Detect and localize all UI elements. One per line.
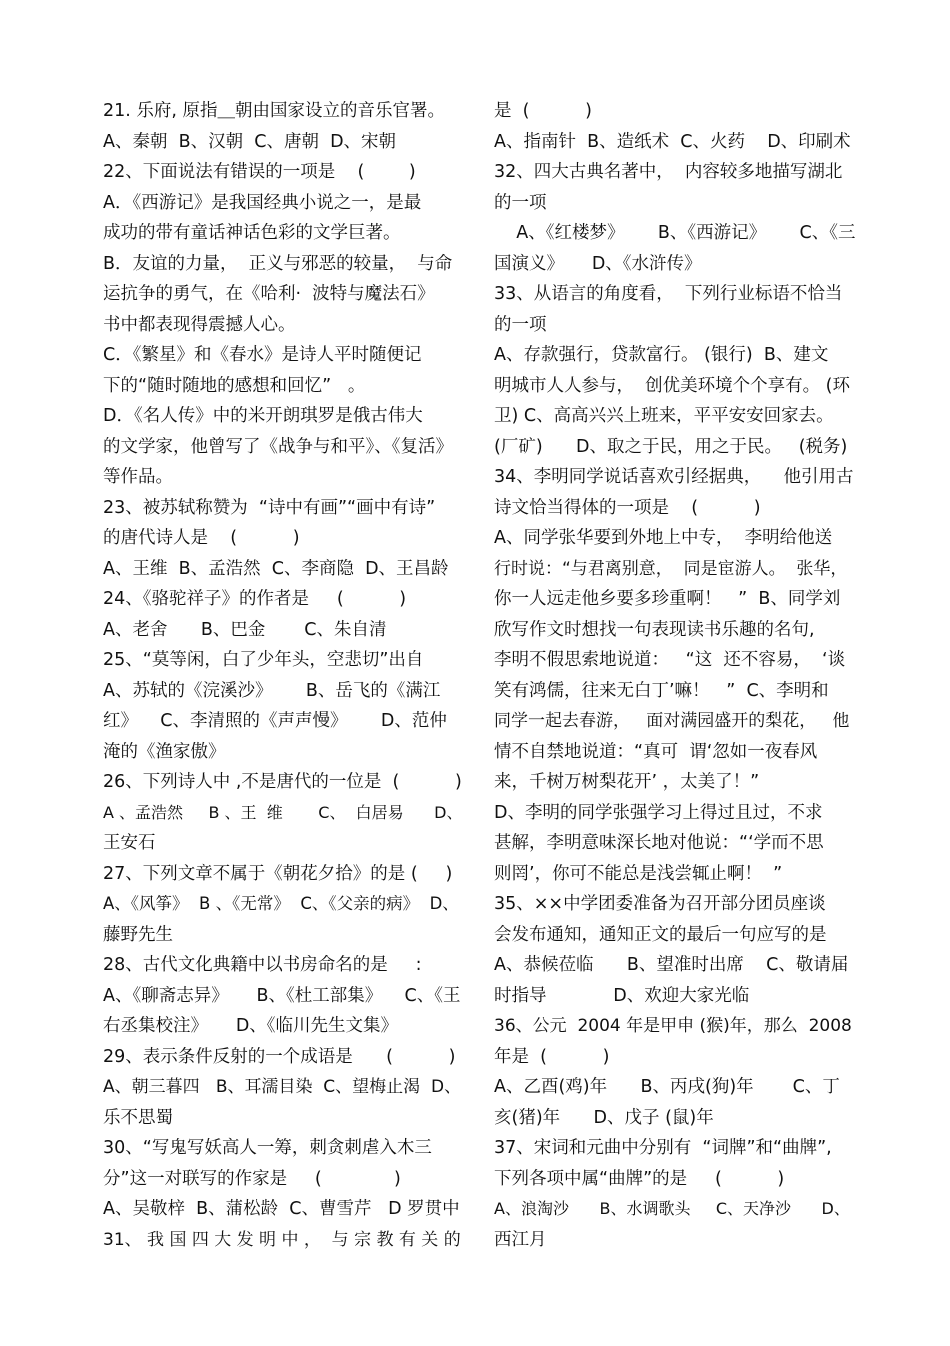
text-line: 26、下列诗人中 ,不是唐代的一位是 ( )	[103, 772, 462, 792]
text-line: (厂矿) D、取之于民，用之于民。 (税务)	[494, 436, 848, 457]
text-line: A、王维 B、孟浩然 C、李商隐 D、王昌龄	[103, 558, 449, 579]
text-line: 行时说：“与君离别意， 同是宦游人。 张华，	[494, 558, 848, 579]
text-line: C．《繁星》和《春水》是诗人平时随便记	[103, 345, 422, 365]
text-line: 会发布通知，通知正文的最后一句应写的是	[494, 924, 827, 945]
text-line: 同学一起去春游， 面对满园盛开的梨花， 他	[494, 711, 850, 731]
text-line: 李明不假思索地说道： “这 还不容易， ‘谈	[494, 650, 846, 670]
text-line: 29、表示条件反射的一个成语是 ( )	[103, 1046, 456, 1067]
text-line: 的唐代诗人是 ( )	[103, 528, 300, 548]
text-line: 下的“随时随地的感想和回忆” 。	[103, 375, 366, 396]
text-line: 34、李明同学说话喜欢引经据典， 他引用古	[494, 467, 854, 487]
text-line: 年是 ( )	[494, 1046, 610, 1067]
text-line: 的文学家，他曾写了《战争与和平》、《复活》	[103, 436, 453, 457]
text-line: 王安石	[103, 833, 156, 853]
text-line: 右丞集校注》 D、《临川先生文集》	[103, 1016, 399, 1036]
text-line: 卫) C、高高兴兴上班来，平平安安回家去。	[494, 406, 834, 426]
text-line: A、《红楼梦》 B、《西游记》 C、《三	[494, 223, 856, 243]
text-line: 欣写作文时想找一句表现读书乐趣的名句,	[494, 619, 815, 640]
text-line: 21. 乐府, 原指＿朝由国家设立的音乐官署。	[103, 101, 446, 121]
text-line: 来，千树万树梨花开’ ，太美了！”	[494, 772, 760, 792]
text-line: A、吴敬梓 B、蒲松龄 C、曹雪芹 D 罗贯中	[103, 1199, 460, 1219]
text-line: 乐不思蜀	[103, 1107, 173, 1128]
text-line: A、浪淘沙 B、水调歌头 C、天净沙 D、	[494, 1199, 850, 1218]
text-line: 28、古代文化典籍中以书房命名的是 :	[103, 955, 422, 975]
text-line: A、存款强行，贷款富行。 (银行) B、建文	[494, 345, 829, 365]
text-line: 25、“莫等闲，白了少年头，空悲切”出自	[103, 650, 424, 670]
text-line: 诗文恰当得体的一项是 ( )	[494, 497, 761, 518]
right-column	[494, 96, 856, 1255]
text-line: 23、被苏轼称赞为 “诗中有画”“画中有诗”	[103, 497, 436, 518]
text-line: 则罔’，你可不能总是浅尝辄止啊！ ”	[494, 863, 783, 884]
text-line: 30、“写鬼写妖高人一筹，刺贪刺虐入木三	[103, 1138, 432, 1158]
text-line: 亥(猪)年 D、戊子 (鼠)年	[494, 1107, 714, 1128]
text-line: A、秦朝 B、汉朝 C、唐朝 D、宋朝	[103, 131, 397, 152]
text-line: D．《名人传》中的米开朗琪罗是俄古伟大	[103, 406, 423, 426]
text-line: 甚解，李明意味深长地对他说：“‘学而不思	[494, 833, 824, 853]
text-line: A、老舍 B、巴金 C、朱自清	[103, 619, 387, 640]
text-line: A、苏轼的《浣溪沙》 B、岳飞的《满江	[103, 680, 441, 701]
text-line: A、恭候莅临 B、望准时出席 C、敬请届	[494, 955, 849, 975]
text-line: 分”这一对联写的作家是 ( )	[103, 1168, 401, 1189]
text-line: A．《西游记》是我国经典小说之一，是最	[103, 192, 422, 213]
text-line: 时指导 D、欢迎大家光临	[494, 985, 750, 1006]
text-line: 的一项	[494, 314, 547, 335]
text-line: 明城市人人参与， 创优美环境个个享有。 (环	[494, 375, 851, 396]
text-line: B．友谊的力量， 正义与邪恶的较量， 与命	[103, 253, 453, 274]
text-line: 藤野先生	[103, 924, 173, 945]
text-line: 是 ( )	[494, 101, 592, 121]
text-line: A、乙酉(鸡)年 B、丙戌(狗)年 C、丁	[494, 1077, 840, 1097]
text-line: 22、下面说法有错误的一项是 ( )	[103, 162, 416, 182]
text-line: A、同学张华要到外地上中专， 李明给他送	[494, 528, 833, 548]
text-line: 等作品。	[103, 467, 173, 487]
text-line: 国演义》 D、《水浒传》	[494, 253, 702, 274]
text-line: A、《聊斋志异》 B、《杜工部集》 C、《王	[103, 985, 461, 1006]
text-line: 27、下列文章不属于《朝花夕拾》的是 ( )	[103, 863, 453, 884]
text-line: 33、从语言的角度看， 下列行业标语不恰当	[494, 284, 843, 304]
text-line: 笑有鸿儒，往来无白丁’嘛！ ” C、李明和	[494, 680, 829, 701]
text-line: A、指南针 B、造纸术 C、火药 D、印刷术	[494, 131, 851, 152]
text-line: 31、 我 国 四 大 发 明 中 ， 与 宗 教 有 关 的	[103, 1229, 461, 1250]
text-line: A 、孟浩然 B 、王 维 C、 白居易 D、	[103, 802, 463, 822]
text-line: 36、公元 2004 年是甲申 (猴)年，那么 2008	[494, 1016, 852, 1036]
text-line: 下列各项中属“曲牌”的是 ( )	[494, 1168, 785, 1189]
text-line: 的一项	[494, 192, 547, 213]
text-line: 35、××中学团委准备为召开部分团员座谈	[494, 894, 826, 914]
text-line: 成功的带有童话神话色彩的文学巨著。	[103, 223, 401, 243]
text-line: 24、《骆驼祥子》的作者是 ( )	[103, 589, 407, 609]
text-line: A、朝三暮四 B、耳濡目染 C、望梅止渴 D、	[103, 1077, 462, 1097]
text-line: 红》 C、李清照的《声声慢》 D、范仲	[103, 711, 447, 731]
left-column	[103, 96, 465, 1255]
text-line: 淹的《渔家傲》	[103, 741, 226, 762]
text-line: 37、宋词和元曲中分别有 “词牌”和“曲牌”,	[494, 1138, 832, 1158]
text-line: D、李明的同学张强学习上得过且过，不求	[494, 802, 823, 823]
text-line: 书中都表现得震撼人心。	[103, 314, 296, 335]
text-line: 32、四大古典名著中， 内容较多地描写湖北	[494, 162, 843, 182]
text-line: A、《风筝》 B 、《无常》 C、《父亲的病》 D、	[103, 894, 459, 913]
text-line: 运抗争的勇气，在《哈利· 波特与魔法石》	[103, 284, 435, 304]
text-line: 西江月	[494, 1229, 547, 1250]
text-line: 你一人远走他乡要多珍重啊！ ” B、同学刘	[494, 589, 841, 609]
text-line: 情不自禁地说道：“真可 谓‘忽如一夜春风	[494, 741, 818, 762]
